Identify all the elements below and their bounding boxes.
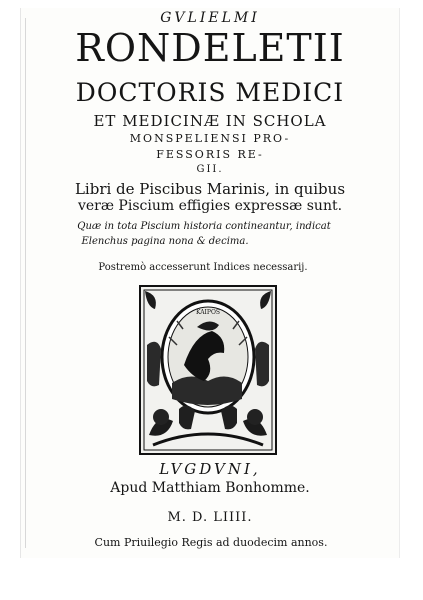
publication-year: M. D. LIIII. [167,510,253,525]
line-fessoris: FESSORIS RE- [156,148,264,161]
woodcut-motto: KAIPOS [195,309,221,316]
place-of-printing: LVGDVNI, [159,460,261,478]
author-first-name: GVLIELMI [160,10,260,26]
publisher-line: Apud Matthiam Bonhomme. [110,480,310,496]
line-medicinae: ET MEDICINÆ IN SCHOLA [93,112,327,130]
line-verae: veræ Piscium effigies expressæ sunt. [77,198,343,214]
title-doctoris-medici: DOCTORIS MEDICI [75,78,345,107]
printers-device-woodcut [139,285,277,455]
woodcut-illustration [139,285,277,455]
author-last-name: RONDELETII [75,26,345,70]
line-elenchus: Elenchus pagina nona & decima. [81,236,249,247]
line-postremo: Postremò accesserunt Indices necessarij. [98,262,308,273]
line-quae: Quæ in tota Piscium historia contineantur, indicat [77,221,331,232]
line-gii: GII. [196,164,224,175]
privilege-line: Cum Priuilegio Regis ad duodecim annos. [94,536,328,549]
line-monspeliensi: MONSPELIENSI PRO- [129,132,291,145]
line-libri: Libri de Piscibus Marinis, in quibus [74,180,346,198]
title-page [20,8,400,558]
